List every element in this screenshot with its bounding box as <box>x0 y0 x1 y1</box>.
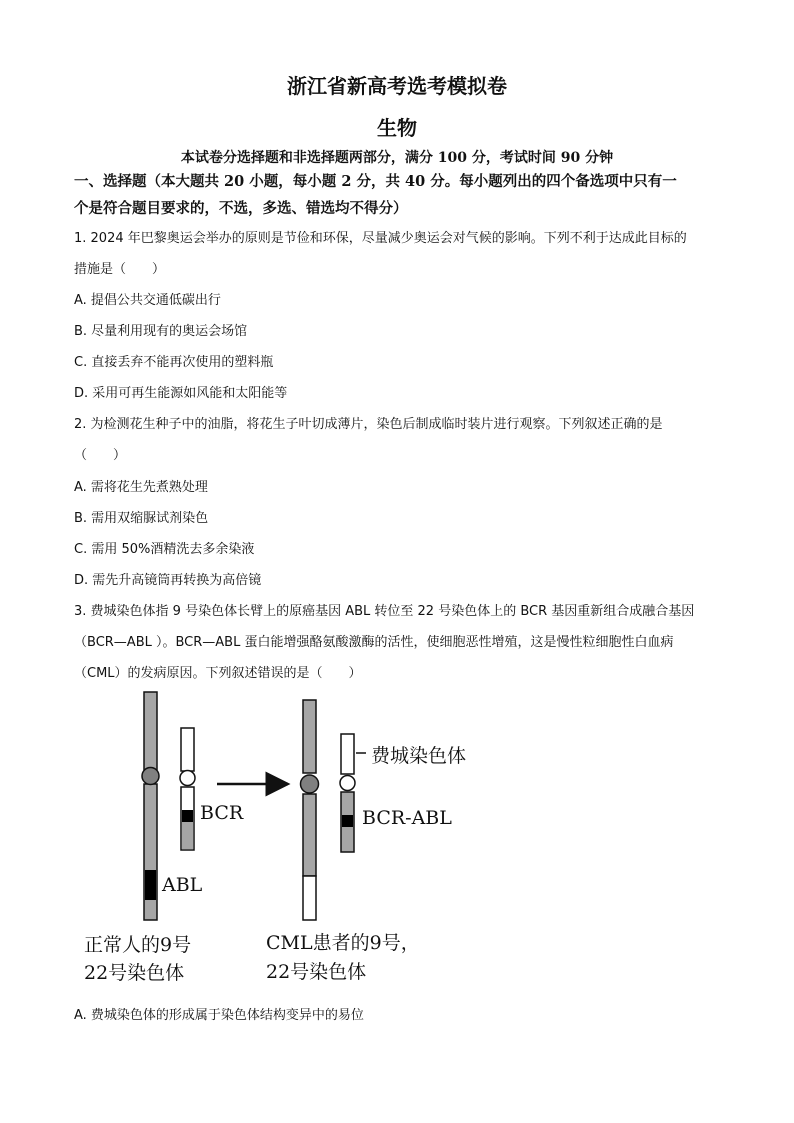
label-abl: ABL <box>162 874 203 896</box>
caption-normal-line-1: 正常人的9号 <box>84 934 192 956</box>
normal-chromosome-9 <box>142 692 159 920</box>
section-heading <box>74 168 734 222</box>
q2-option-d: D. 需先升高镜筒再转换为高倍镜 <box>74 573 262 588</box>
label-philadelphia-chromosome: 费城染色体 <box>371 745 467 767</box>
caption-cml-line-1: CML患者的9号， <box>266 932 420 954</box>
caption-normal-line-2: 22号染色体 <box>84 962 185 984</box>
q3-option-a: A. 费城染色体的形成属于染色体结构变异中的易位 <box>74 1008 364 1023</box>
section-line-2: 个是符合题目要求的，不选，多选、错选均不得分） <box>74 200 408 217</box>
subject-title: 生物 <box>377 116 417 140</box>
q1-stem-line-2: 措施是（ ） <box>74 262 166 277</box>
normal-chromosome-22 <box>180 728 195 850</box>
exam-title: 浙江省新高考选考模拟卷 <box>287 74 507 98</box>
q1-option-b: B. 尽量利用现有的奥运会场馆 <box>74 324 248 339</box>
philadelphia-chromosome <box>340 734 355 852</box>
q2-stem-line-2: （ ） <box>74 448 127 463</box>
q3-stem-line-2: （BCR—ABL ）。BCR—ABL 蛋白能增强酪氨酸激酶的活性，使细胞恶性增殖，这是慢性粒细胞性白血病 <box>74 635 674 650</box>
q3-stem-line-3: （CML）的发病原因。下列叙述错误的是（ ） <box>74 666 362 681</box>
section-line-1: 一、选择题（本大题共 20 小题，每小题 2 分，共 40 分。每小题列出的四个备选项中只有一 <box>74 173 677 190</box>
chromosome-diagram <box>74 688 534 988</box>
q1-option-d: D. 采用可再生能源如风能和太阳能等 <box>74 386 288 401</box>
caption-cml-line-2: 22号染色体 <box>266 961 367 983</box>
q2-option-b: B. 需用双缩脲试剂染色 <box>74 511 209 526</box>
label-bcr: BCR <box>200 802 244 824</box>
q1-option-a: A. 提倡公共交通低碳出行 <box>74 293 221 308</box>
label-bcr-abl: BCR-ABL <box>362 807 452 829</box>
q2-stem-line-1: 2. 为检测花生种子中的油脂，将花生子叶切成薄片，染色后制成临时装片进行观察。下列叙述正确的是 <box>74 417 663 432</box>
q2-option-a: A. 需将花生先煮熟处理 <box>74 480 208 495</box>
q2-option-c: C. 需用 50%酒精洗去多余染液 <box>74 542 255 557</box>
q3-stem-line-1: 3. 费城染色体指 9 号染色体长臂上的原癌基因 ABL 转位至 22 号染色体上的 BCR 基因重新组合成融合基因 <box>74 604 695 619</box>
cml-chromosome-9 <box>301 700 319 920</box>
q1-option-c: C. 直接丢弃不能再次使用的塑料瓶 <box>74 355 274 370</box>
q1-stem-line-1: 1. 2024 年巴黎奥运会举办的原则是节俭和环保，尽量减少奥运会对气候的影响。下列不利于达成此目标的 <box>74 231 687 246</box>
exam-note: 本试卷分选择题和非选择题两部分，满分 100 分，考试时间 90 分钟 <box>180 150 614 166</box>
